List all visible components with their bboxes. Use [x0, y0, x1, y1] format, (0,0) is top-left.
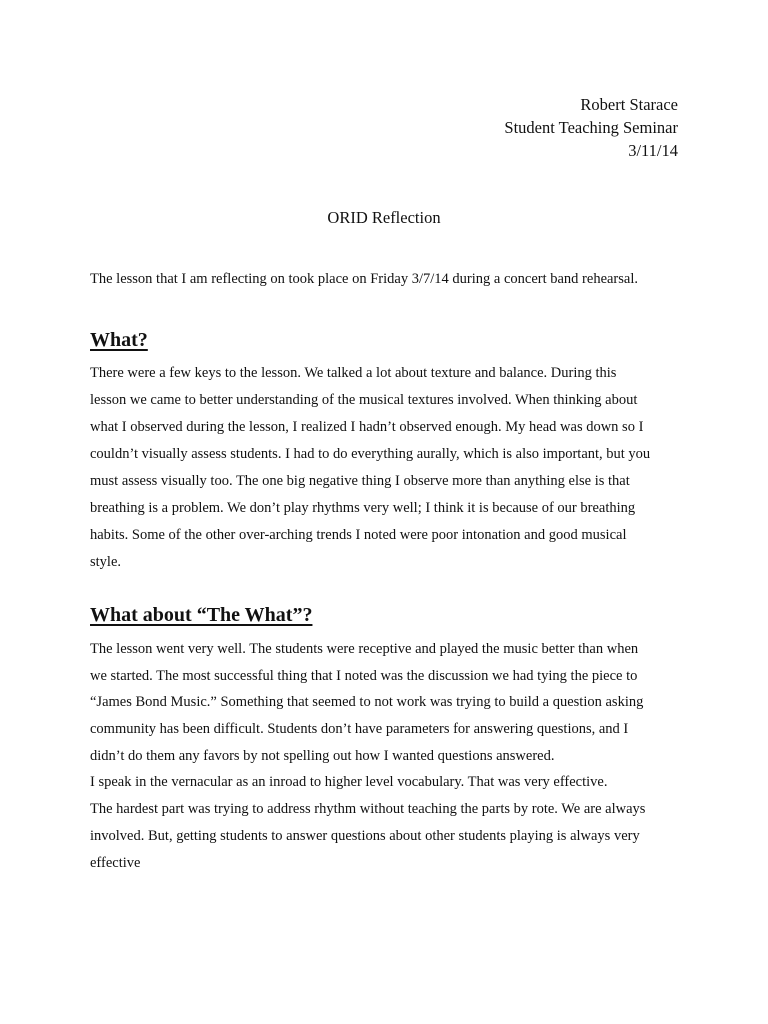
paragraph-line: we started. The most successful thing that I noted was the discussion we had tying the piece to: [90, 667, 638, 684]
paragraph-line: I speak in the vernacular as an inroad to higher level vocabulary. That was very effective.: [90, 774, 608, 791]
section-body-what-about: [90, 636, 690, 876]
paragraph-line: The hardest part was trying to address rhythm without teaching the parts by rote. We are always: [90, 801, 646, 818]
author-name: Robert Starace: [580, 95, 678, 114]
paragraph-line: The lesson went very well. The students were receptive and played the music better than when: [90, 641, 639, 657]
paragraph-line: involved. But, getting students to answer questions about other students playing is always very: [90, 827, 640, 844]
paragraph-line: didn’t do them any favors by not spelling out how I wanted questions answered.: [90, 747, 555, 764]
document-title: ORID Reflection: [327, 208, 441, 227]
course-name: Student Teaching Seminar: [504, 118, 678, 137]
paragraph-line: style.: [90, 554, 122, 570]
paragraph-line: couldn’t visually assess students. I had to do everything aurally, which is also important, but you: [90, 446, 651, 462]
document-date: 3/11/14: [628, 141, 678, 160]
intro-paragraph: The lesson that I am reflecting on took place on Friday 3/7/14 during a concert band rehearsal.: [90, 271, 638, 287]
paragraph-line: what I observed during the lesson, I realized I hadn’t observed enough. My head was down so I: [90, 419, 644, 435]
section-heading-what: What?: [90, 329, 148, 351]
header-block: [504, 93, 678, 162]
section-body-what: [90, 360, 690, 576]
paragraph-line: community has been difficult. Students don’t have parameters for answering questions, and I: [90, 721, 629, 738]
paragraph-line: must assess visually too. The one big negative thing I observe more than anything else is that: [90, 473, 630, 489]
paragraph-line: habits. Some of the other over-arching trends I noted were poor intonation and good musical: [90, 527, 627, 543]
paragraph-line: “James Bond Music.” Something that seemed to not work was trying to build a question asking: [90, 694, 644, 711]
paragraph-line: breathing is a problem. We don’t play rhythms very well; I think it is because of our breathing: [90, 500, 636, 516]
paragraph-line: lesson we came to better understanding of the musical textures involved. When thinking about: [90, 392, 638, 408]
section-heading-what-about: What about “The What”?: [90, 604, 313, 626]
paragraph-line: effective: [90, 854, 141, 871]
paragraph-line: There were a few keys to the lesson. We talked a lot about texture and balance. During this: [90, 365, 617, 381]
